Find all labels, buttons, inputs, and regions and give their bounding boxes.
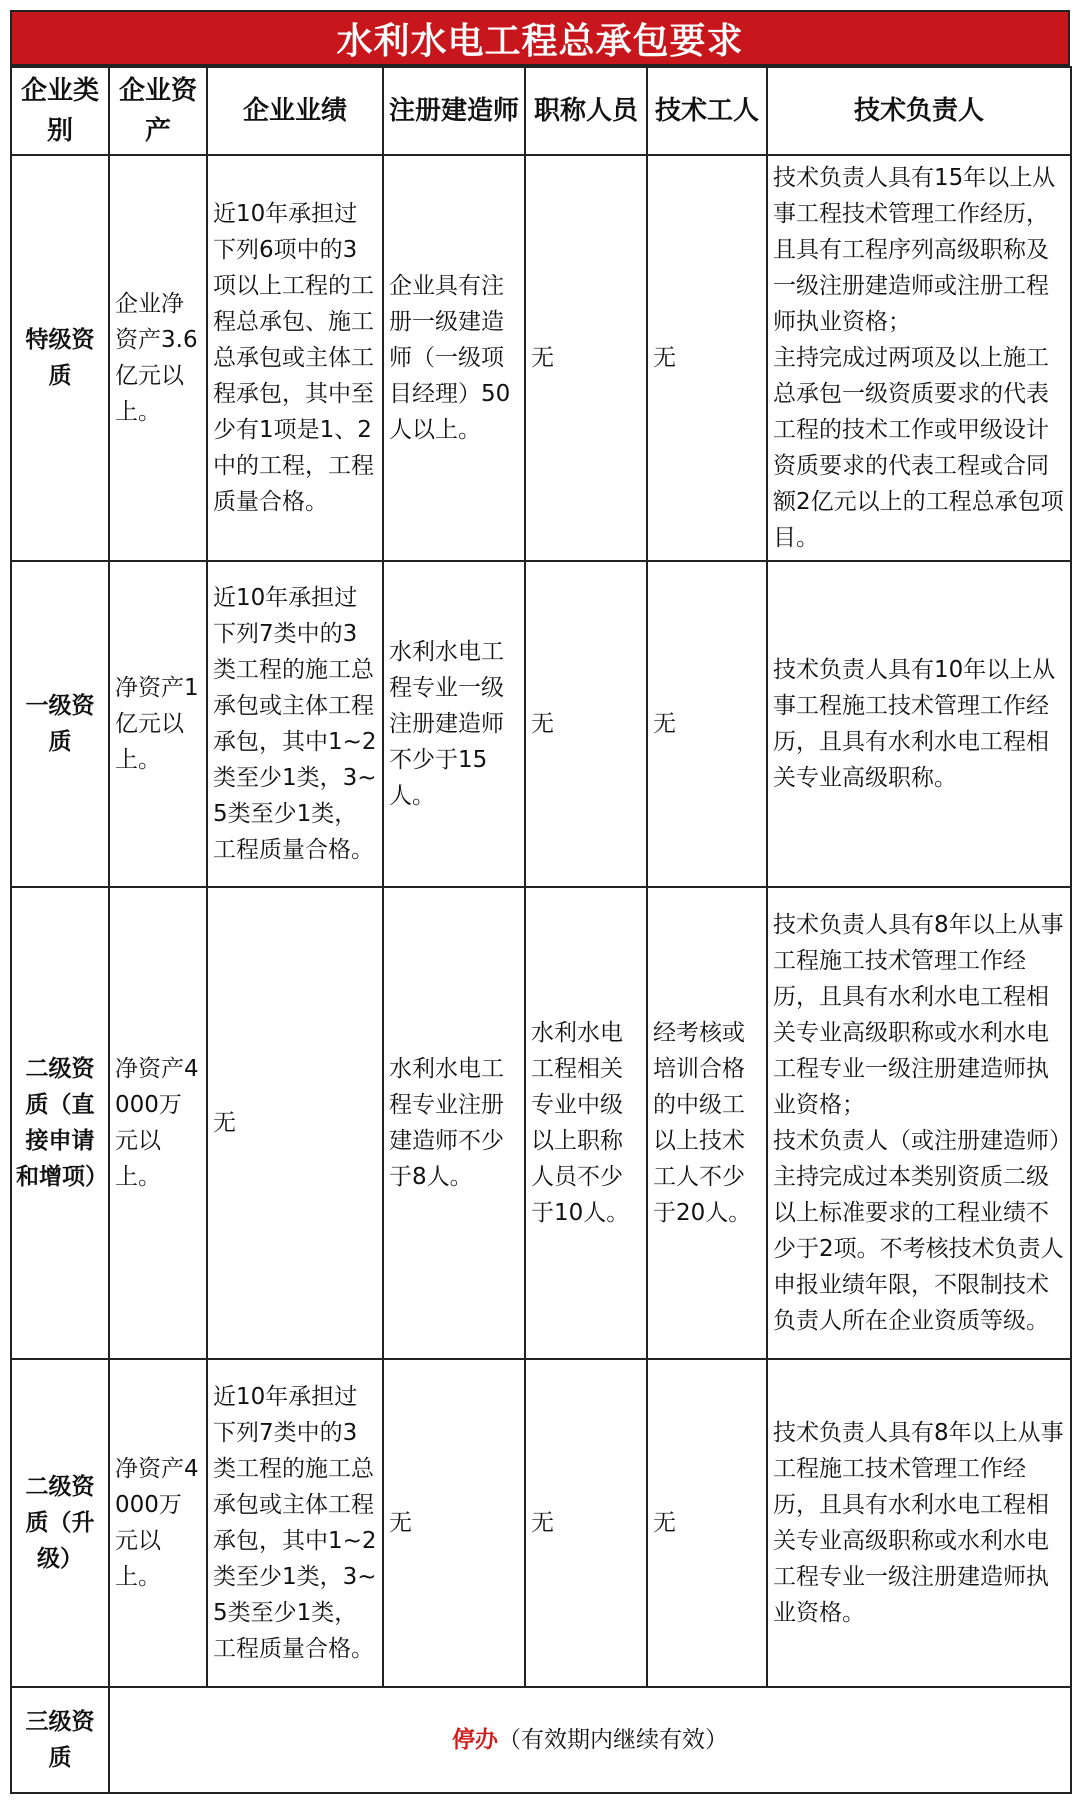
tech-lead-cell: 技术负责人具有15年以上从事工程技术管理工作经历，且具有工程序列高级职称及一级注册建造师或注册工程师执业资格； 主持完成过两项及以上施工总承包一级资质要求的代表工程的技术工作或甲级设计资质要求的代表工程或合同额2亿元以上的工程总承包项目。 xyxy=(767,155,1071,561)
performance-cell: 近10年承担过下列7类中的3类工程的施工总承包或主体工程承包，其中1~2类至少1类，3~5类至少1类，工程质量合格。 xyxy=(207,1359,383,1687)
assets-cell: 净资产4000万元以上。 xyxy=(109,1359,207,1687)
requirements-table xyxy=(10,66,1072,1794)
category-cell: 三级资质 xyxy=(11,1687,109,1793)
status-discontinued: 停办 xyxy=(452,1727,498,1753)
tech-lead-cell: 技术负责人具有8年以上从事工程施工技术管理工作经历，且具有水利水电工程相关专业高级职称或水利水电工程专业一级注册建造师执业资格。 xyxy=(767,1359,1071,1687)
category-cell: 二级资质（升级） xyxy=(11,1359,109,1687)
category-cell: 一级资质 xyxy=(11,561,109,887)
performance-cell: 近10年承担过下列6项中的3项以上工程的工程总承包、施工总承包或主体工程承包，其中至少有1项是1、2中的工程，工程质量合格。 xyxy=(207,155,383,561)
table-row xyxy=(11,1687,1071,1793)
builders-cell: 无 xyxy=(383,1359,525,1687)
titled-staff-cell: 无 xyxy=(525,561,647,887)
titled-staff-cell: 无 xyxy=(525,155,647,561)
header-row xyxy=(11,67,1071,155)
tech-lead-cell: 技术负责人具有10年以上从事工程施工技术管理工作经历，且具有水利水电工程相关专业高级职称。 xyxy=(767,561,1071,887)
header-workers: 技术工人 xyxy=(647,67,767,155)
page-title: 水利水电工程总承包要求 xyxy=(10,10,1070,66)
table-row xyxy=(11,561,1071,887)
builders-cell: 企业具有注册一级建造师（一级项目经理）50人以上。 xyxy=(383,155,525,561)
titled-staff-cell: 无 xyxy=(525,1359,647,1687)
category-cell: 二级资质（直接申请和增项） xyxy=(11,887,109,1359)
workers-cell: 无 xyxy=(647,561,767,887)
assets-cell: 净资产4000万元以上。 xyxy=(109,887,207,1359)
assets-cell: 企业净资产3.6亿元以上。 xyxy=(109,155,207,561)
category-cell: 特级资质 xyxy=(11,155,109,561)
performance-cell: 无 xyxy=(207,887,383,1359)
header-tech-lead: 技术负责人 xyxy=(767,67,1071,155)
builders-cell: 水利水电工程专业一级注册建造师不少于15人。 xyxy=(383,561,525,887)
document xyxy=(10,10,1070,1794)
status-note: （有效期内继续有效） xyxy=(498,1727,728,1753)
workers-cell: 无 xyxy=(647,155,767,561)
header-performance: 企业业绩 xyxy=(207,67,383,155)
header-assets: 企业资产 xyxy=(109,67,207,155)
workers-cell: 经考核或培训合格的中级工以上技术工人不少于20人。 xyxy=(647,887,767,1359)
performance-cell: 近10年承担过下列7类中的3类工程的施工总承包或主体工程承包，其中1~2类至少1类，3~5类至少1类，工程质量合格。 xyxy=(207,561,383,887)
header-category: 企业类别 xyxy=(11,67,109,155)
titled-staff-cell: 水利水电工程相关专业中级以上职称人员不少于10人。 xyxy=(525,887,647,1359)
discontinued-cell xyxy=(109,1687,1071,1793)
header-builders: 注册建造师 xyxy=(383,67,525,155)
builders-cell: 水利水电工程专业注册建造师不少于8人。 xyxy=(383,887,525,1359)
table-row xyxy=(11,155,1071,561)
tech-lead-cell: 技术负责人具有8年以上从事工程施工技术管理工作经历，且具有水利水电工程相关专业高级职称或水利水电工程专业一级注册建造师执业资格； 技术负责人（或注册建造师）主持完成过本类别资质二级以上标准要求的工程业绩不少于2项。不考核技术负责人申报业绩年限，不限制技术负责人所在企业资质等级。 xyxy=(767,887,1071,1359)
assets-cell: 净资产1亿元以上。 xyxy=(109,561,207,887)
table-row xyxy=(11,1359,1071,1687)
workers-cell: 无 xyxy=(647,1359,767,1687)
header-titled-staff: 职称人员 xyxy=(525,67,647,155)
table-row xyxy=(11,887,1071,1359)
